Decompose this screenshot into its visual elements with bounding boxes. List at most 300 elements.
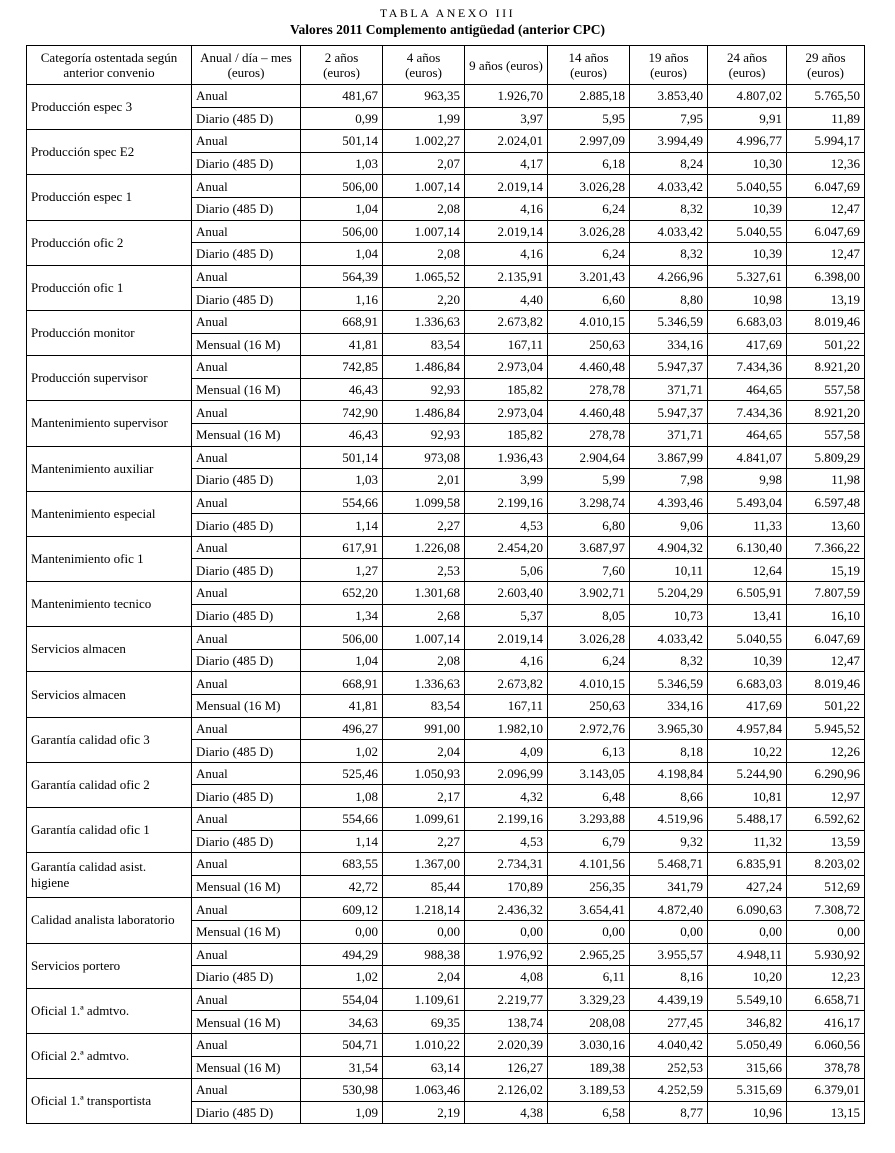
value-cell: 1.226,08 — [383, 536, 465, 559]
value-cell: 4,08 — [465, 966, 548, 989]
value-cell: 2.019,14 — [465, 175, 548, 198]
period-cell: Anual — [192, 582, 301, 605]
value-cell: 6,13 — [548, 740, 630, 763]
value-cell: 506,00 — [301, 627, 383, 650]
category-cell: Mantenimiento especial — [27, 491, 192, 536]
table-row — [27, 853, 865, 876]
value-cell: 8,32 — [630, 243, 708, 266]
value-cell: 988,38 — [383, 943, 465, 966]
value-cell: 1.002,27 — [383, 130, 465, 153]
category-cell: Mantenimiento auxiliar — [27, 446, 192, 491]
value-cell: 83,54 — [383, 333, 465, 356]
value-cell: 31,54 — [301, 1056, 383, 1079]
period-cell: Anual — [192, 717, 301, 740]
value-cell: 378,78 — [787, 1056, 865, 1079]
value-cell: 4.948,11 — [708, 943, 787, 966]
period-cell: Anual — [192, 310, 301, 333]
value-cell: 2.603,40 — [465, 582, 548, 605]
value-cell: 2.024,01 — [465, 130, 548, 153]
value-cell: 2,27 — [383, 514, 465, 537]
value-cell: 2,17 — [383, 785, 465, 808]
value-cell: 2,53 — [383, 559, 465, 582]
table-row — [27, 175, 865, 198]
value-cell: 15,19 — [787, 559, 865, 582]
value-cell: 6,79 — [548, 830, 630, 853]
value-cell: 13,15 — [787, 1101, 865, 1124]
value-cell: 2.885,18 — [548, 85, 630, 108]
value-cell: 5.040,55 — [708, 627, 787, 650]
value-cell: 1,02 — [301, 740, 383, 763]
value-cell: 278,78 — [548, 423, 630, 446]
value-cell: 1.218,14 — [383, 898, 465, 921]
value-cell: 4,16 — [465, 197, 548, 220]
value-cell: 9,91 — [708, 107, 787, 130]
value-cell: 10,39 — [708, 243, 787, 266]
value-cell: 0,00 — [630, 920, 708, 943]
value-cell: 0,00 — [301, 920, 383, 943]
value-cell: 346,82 — [708, 1011, 787, 1034]
value-cell: 1.010,22 — [383, 1033, 465, 1056]
table-row — [27, 672, 865, 695]
value-cell: 8,66 — [630, 785, 708, 808]
value-cell: 167,11 — [465, 333, 548, 356]
value-cell: 1.007,14 — [383, 175, 465, 198]
table-row — [27, 808, 865, 831]
category-cell: Mantenimiento supervisor — [27, 401, 192, 446]
value-cell: 6.683,03 — [708, 672, 787, 695]
value-cell: 256,35 — [548, 875, 630, 898]
value-cell: 2,68 — [383, 604, 465, 627]
category-cell: Producción supervisor — [27, 356, 192, 401]
value-cell: 1.367,00 — [383, 853, 465, 876]
value-cell: 742,85 — [301, 356, 383, 379]
value-cell: 417,69 — [708, 333, 787, 356]
value-cell: 6.090,63 — [708, 898, 787, 921]
value-cell: 4.101,56 — [548, 853, 630, 876]
period-cell: Anual — [192, 808, 301, 831]
period-cell: Anual — [192, 1079, 301, 1102]
value-cell: 0,00 — [787, 920, 865, 943]
value-cell: 1.063,46 — [383, 1079, 465, 1102]
value-cell: 4.439,19 — [630, 988, 708, 1011]
value-cell: 4.040,42 — [630, 1033, 708, 1056]
value-cell: 3.293,88 — [548, 808, 630, 831]
value-cell: 530,98 — [301, 1079, 383, 1102]
table-row — [27, 988, 865, 1011]
value-cell: 417,69 — [708, 695, 787, 718]
value-cell: 512,69 — [787, 875, 865, 898]
period-cell: Anual — [192, 943, 301, 966]
value-cell: 8.921,20 — [787, 356, 865, 379]
value-cell: 371,71 — [630, 423, 708, 446]
value-cell: 4.010,15 — [548, 672, 630, 695]
value-cell: 7.308,72 — [787, 898, 865, 921]
period-cell: Diario (485 D) — [192, 107, 301, 130]
value-cell: 4,38 — [465, 1101, 548, 1124]
period-cell: Diario (485 D) — [192, 243, 301, 266]
value-cell: 8,77 — [630, 1101, 708, 1124]
value-cell: 2.734,31 — [465, 853, 548, 876]
value-cell: 464,65 — [708, 423, 787, 446]
value-cell: 3.994,49 — [630, 130, 708, 153]
value-cell: 12,23 — [787, 966, 865, 989]
value-cell: 4.266,96 — [630, 265, 708, 288]
value-cell: 3,97 — [465, 107, 548, 130]
value-cell: 13,41 — [708, 604, 787, 627]
category-cell: Garantía calidad asist. higiene — [27, 853, 192, 898]
value-cell: 5.315,69 — [708, 1079, 787, 1102]
value-cell: 6,60 — [548, 288, 630, 311]
period-cell: Diario (485 D) — [192, 469, 301, 492]
value-cell: 506,00 — [301, 175, 383, 198]
period-cell: Diario (485 D) — [192, 966, 301, 989]
table-body — [27, 85, 865, 1124]
value-cell: 12,47 — [787, 197, 865, 220]
value-cell: 2,01 — [383, 469, 465, 492]
value-cell: 2.965,25 — [548, 943, 630, 966]
value-cell: 9,06 — [630, 514, 708, 537]
value-cell: 1.007,14 — [383, 220, 465, 243]
period-cell: Anual — [192, 853, 301, 876]
value-cell: 7.434,36 — [708, 356, 787, 379]
period-cell: Mensual (16 M) — [192, 875, 301, 898]
value-cell: 3.026,28 — [548, 627, 630, 650]
value-cell: 6,18 — [548, 152, 630, 175]
value-cell: 83,54 — [383, 695, 465, 718]
value-cell: 1,08 — [301, 785, 383, 808]
value-cell: 6.505,91 — [708, 582, 787, 605]
period-cell: Diario (485 D) — [192, 559, 301, 582]
period-cell: Anual — [192, 265, 301, 288]
value-cell: 4,53 — [465, 830, 548, 853]
value-cell: 5,37 — [465, 604, 548, 627]
value-cell: 1,02 — [301, 966, 383, 989]
category-cell: Servicios portero — [27, 943, 192, 988]
value-cell: 6,58 — [548, 1101, 630, 1124]
value-cell: 3.189,53 — [548, 1079, 630, 1102]
value-cell: 4.904,32 — [630, 536, 708, 559]
value-cell: 554,66 — [301, 808, 383, 831]
value-cell: 4.807,02 — [708, 85, 787, 108]
value-cell: 4.252,59 — [630, 1079, 708, 1102]
value-cell: 2.199,16 — [465, 491, 548, 514]
table-caption: TABLA ANEXO III — [379, 6, 516, 20]
column-header: Categoría ostentada según anterior convenio — [27, 46, 192, 85]
value-cell: 1.936,43 — [465, 446, 548, 469]
value-cell: 6.597,48 — [787, 491, 865, 514]
value-cell: 3.867,99 — [630, 446, 708, 469]
category-cell: Producción ofic 1 — [27, 265, 192, 310]
value-cell: 5.050,49 — [708, 1033, 787, 1056]
column-header: 9 años (euros) — [465, 46, 548, 85]
value-cell: 6.683,03 — [708, 310, 787, 333]
value-cell: 2,19 — [383, 1101, 465, 1124]
table-row — [27, 356, 865, 379]
value-cell: 12,64 — [708, 559, 787, 582]
table-title: Valores 2011 Complemento antigüedad (anterior CPC) — [289, 22, 606, 37]
period-cell: Anual — [192, 401, 301, 424]
value-cell: 10,81 — [708, 785, 787, 808]
period-cell: Mensual (16 M) — [192, 423, 301, 446]
category-cell: Calidad analista laboratorio — [27, 898, 192, 943]
value-cell: 5.346,59 — [630, 672, 708, 695]
value-cell: 12,97 — [787, 785, 865, 808]
value-cell: 10,73 — [630, 604, 708, 627]
category-cell: Mantenimiento tecnico — [27, 582, 192, 627]
period-cell: Anual — [192, 85, 301, 108]
value-cell: 6.398,00 — [787, 265, 865, 288]
value-cell: 41,81 — [301, 333, 383, 356]
value-cell: 496,27 — [301, 717, 383, 740]
value-cell: 501,22 — [787, 695, 865, 718]
period-cell: Mensual (16 M) — [192, 920, 301, 943]
value-cell: 1.486,84 — [383, 401, 465, 424]
value-cell: 8,16 — [630, 966, 708, 989]
value-cell: 7,95 — [630, 107, 708, 130]
period-cell: Anual — [192, 898, 301, 921]
table-row — [27, 627, 865, 650]
value-cell: 5.040,55 — [708, 175, 787, 198]
value-cell: 11,89 — [787, 107, 865, 130]
category-cell: Producción ofic 2 — [27, 220, 192, 265]
value-cell: 334,16 — [630, 695, 708, 718]
value-cell: 4.198,84 — [630, 762, 708, 785]
period-cell: Anual — [192, 988, 301, 1011]
value-cell: 501,22 — [787, 333, 865, 356]
value-cell: 1,03 — [301, 152, 383, 175]
value-cell: 6.592,62 — [787, 808, 865, 831]
value-cell: 5.493,04 — [708, 491, 787, 514]
value-cell: 7.434,36 — [708, 401, 787, 424]
category-cell: Oficial 1.ª admtvo. — [27, 988, 192, 1033]
value-cell: 2,27 — [383, 830, 465, 853]
period-cell: Anual — [192, 220, 301, 243]
value-cell: 170,89 — [465, 875, 548, 898]
value-cell: 973,08 — [383, 446, 465, 469]
value-cell: 2.972,76 — [548, 717, 630, 740]
value-cell: 13,60 — [787, 514, 865, 537]
value-cell: 250,63 — [548, 695, 630, 718]
value-cell: 5.549,10 — [708, 988, 787, 1011]
value-cell: 4.841,07 — [708, 446, 787, 469]
value-cell: 2.904,64 — [548, 446, 630, 469]
table-row — [27, 310, 865, 333]
value-cell: 1,09 — [301, 1101, 383, 1124]
value-cell: 10,98 — [708, 288, 787, 311]
value-cell: 2.019,14 — [465, 627, 548, 650]
value-cell: 504,71 — [301, 1033, 383, 1056]
value-cell: 5.244,90 — [708, 762, 787, 785]
value-cell: 3.687,97 — [548, 536, 630, 559]
value-cell: 554,66 — [301, 491, 383, 514]
value-cell: 668,91 — [301, 672, 383, 695]
period-cell: Anual — [192, 446, 301, 469]
value-cell: 4.010,15 — [548, 310, 630, 333]
period-cell: Mensual (16 M) — [192, 333, 301, 356]
value-cell: 11,98 — [787, 469, 865, 492]
table-row — [27, 762, 865, 785]
value-cell: 3.965,30 — [630, 717, 708, 740]
value-cell: 3.026,28 — [548, 175, 630, 198]
value-cell: 8,32 — [630, 197, 708, 220]
value-cell: 1,27 — [301, 559, 383, 582]
value-cell: 2,04 — [383, 966, 465, 989]
period-cell: Diario (485 D) — [192, 830, 301, 853]
value-cell: 341,79 — [630, 875, 708, 898]
value-cell: 138,74 — [465, 1011, 548, 1034]
value-cell: 10,96 — [708, 1101, 787, 1124]
column-header: Anual / día – mes (euros) — [192, 46, 301, 85]
value-cell: 3.143,05 — [548, 762, 630, 785]
value-cell: 85,44 — [383, 875, 465, 898]
value-cell: 652,20 — [301, 582, 383, 605]
value-cell: 4.460,48 — [548, 401, 630, 424]
value-cell: 315,66 — [708, 1056, 787, 1079]
period-cell: Diario (485 D) — [192, 604, 301, 627]
value-cell: 2.219,77 — [465, 988, 548, 1011]
value-cell: 2,08 — [383, 243, 465, 266]
value-cell: 506,00 — [301, 220, 383, 243]
value-cell: 252,53 — [630, 1056, 708, 1079]
value-cell: 5.488,17 — [708, 808, 787, 831]
value-cell: 1.050,93 — [383, 762, 465, 785]
value-cell: 2.673,82 — [465, 672, 548, 695]
value-cell: 13,59 — [787, 830, 865, 853]
value-cell: 371,71 — [630, 378, 708, 401]
table-row — [27, 1033, 865, 1056]
value-cell: 617,91 — [301, 536, 383, 559]
value-cell: 12,26 — [787, 740, 865, 763]
value-cell: 4.996,77 — [708, 130, 787, 153]
value-cell: 481,67 — [301, 85, 383, 108]
value-cell: 1,04 — [301, 649, 383, 672]
category-cell: Oficial 2.ª admtvo. — [27, 1033, 192, 1078]
value-cell: 6,24 — [548, 243, 630, 266]
category-cell: Garantía calidad ofic 3 — [27, 717, 192, 762]
category-cell: Producción espec 3 — [27, 85, 192, 130]
value-cell: 0,00 — [465, 920, 548, 943]
table-row — [27, 717, 865, 740]
value-cell: 4.033,42 — [630, 175, 708, 198]
value-cell: 742,90 — [301, 401, 383, 424]
value-cell: 8,80 — [630, 288, 708, 311]
value-cell: 3,99 — [465, 469, 548, 492]
value-cell: 11,32 — [708, 830, 787, 853]
column-header: 4 años (euros) — [383, 46, 465, 85]
period-cell: Anual — [192, 627, 301, 650]
category-cell: Producción monitor — [27, 310, 192, 355]
value-cell: 4.872,40 — [630, 898, 708, 921]
value-cell: 46,43 — [301, 378, 383, 401]
value-cell: 189,38 — [548, 1056, 630, 1079]
value-cell: 668,91 — [301, 310, 383, 333]
value-cell: 3.298,74 — [548, 491, 630, 514]
value-cell: 0,99 — [301, 107, 383, 130]
value-cell: 4.033,42 — [630, 220, 708, 243]
table-row — [27, 130, 865, 153]
table-row — [27, 491, 865, 514]
value-cell: 277,45 — [630, 1011, 708, 1034]
column-header: 29 años (euros) — [787, 46, 865, 85]
value-cell: 185,82 — [465, 423, 548, 446]
period-cell: Anual — [192, 356, 301, 379]
value-cell: 4,17 — [465, 152, 548, 175]
value-cell: 1.301,68 — [383, 582, 465, 605]
value-cell: 126,27 — [465, 1056, 548, 1079]
value-cell: 564,39 — [301, 265, 383, 288]
value-cell: 1.065,52 — [383, 265, 465, 288]
period-cell: Mensual (16 M) — [192, 1011, 301, 1034]
value-cell: 1.336,63 — [383, 672, 465, 695]
value-cell: 8.019,46 — [787, 310, 865, 333]
value-cell: 41,81 — [301, 695, 383, 718]
value-cell: 416,17 — [787, 1011, 865, 1034]
value-cell: 46,43 — [301, 423, 383, 446]
value-cell: 0,00 — [548, 920, 630, 943]
period-cell: Diario (485 D) — [192, 740, 301, 763]
value-cell: 12,36 — [787, 152, 865, 175]
value-cell: 1.926,70 — [465, 85, 548, 108]
value-cell: 8,24 — [630, 152, 708, 175]
column-header: 19 años (euros) — [630, 46, 708, 85]
value-cell: 7.807,59 — [787, 582, 865, 605]
value-cell: 6.835,91 — [708, 853, 787, 876]
value-cell: 1.336,63 — [383, 310, 465, 333]
category-cell: Servicios almacen — [27, 672, 192, 717]
category-cell: Garantía calidad ofic 1 — [27, 808, 192, 853]
period-cell: Anual — [192, 130, 301, 153]
value-cell: 5,06 — [465, 559, 548, 582]
value-cell: 5.346,59 — [630, 310, 708, 333]
value-cell: 5,95 — [548, 107, 630, 130]
value-cell: 2.135,91 — [465, 265, 548, 288]
value-cell: 3.201,43 — [548, 265, 630, 288]
value-cell: 7,60 — [548, 559, 630, 582]
value-cell: 1.099,61 — [383, 808, 465, 831]
value-cell: 1,04 — [301, 243, 383, 266]
period-cell: Diario (485 D) — [192, 152, 301, 175]
table-row — [27, 582, 865, 605]
value-cell: 5.040,55 — [708, 220, 787, 243]
value-cell: 1,34 — [301, 604, 383, 627]
value-cell: 8,18 — [630, 740, 708, 763]
value-cell: 7.366,22 — [787, 536, 865, 559]
value-cell: 557,58 — [787, 423, 865, 446]
value-cell: 92,93 — [383, 423, 465, 446]
value-cell: 0,00 — [383, 920, 465, 943]
value-cell: 963,35 — [383, 85, 465, 108]
value-cell: 0,00 — [708, 920, 787, 943]
value-cell: 10,11 — [630, 559, 708, 582]
table-row — [27, 898, 865, 921]
value-cell: 5.947,37 — [630, 356, 708, 379]
value-cell: 2,08 — [383, 649, 465, 672]
value-cell: 4,09 — [465, 740, 548, 763]
value-cell: 6.047,69 — [787, 220, 865, 243]
value-cell: 5.204,29 — [630, 582, 708, 605]
value-cell: 8.921,20 — [787, 401, 865, 424]
period-cell: Anual — [192, 536, 301, 559]
value-cell: 3.329,23 — [548, 988, 630, 1011]
period-cell: Anual — [192, 491, 301, 514]
value-cell: 1,14 — [301, 830, 383, 853]
value-cell: 4.033,42 — [630, 627, 708, 650]
value-cell: 5.994,17 — [787, 130, 865, 153]
value-cell: 12,47 — [787, 243, 865, 266]
value-cell: 1.976,92 — [465, 943, 548, 966]
value-cell: 6.047,69 — [787, 175, 865, 198]
value-cell: 557,58 — [787, 378, 865, 401]
